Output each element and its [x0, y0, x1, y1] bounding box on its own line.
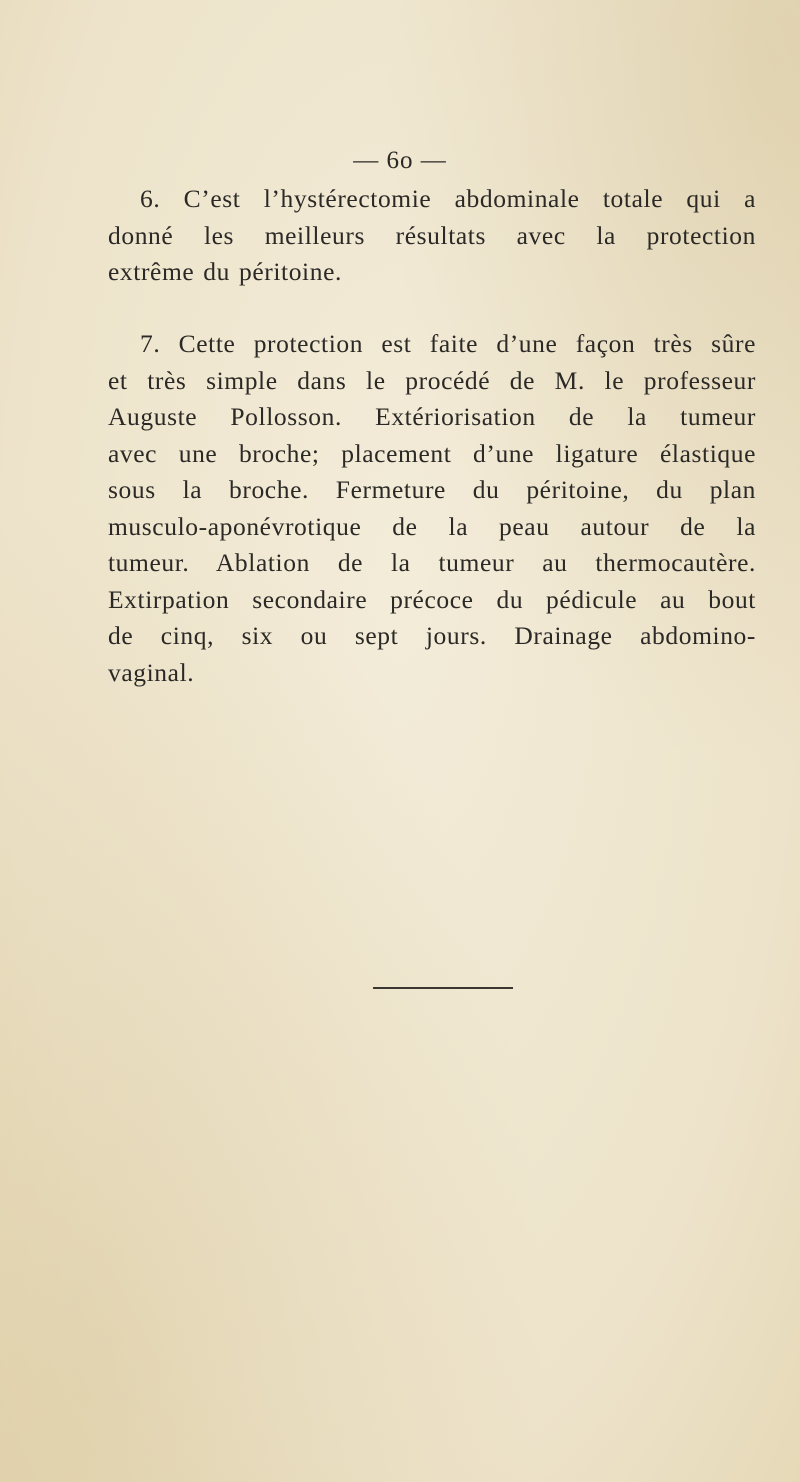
text-line: tumeur. Ablation de la tumeur au thermocautère.: [108, 548, 756, 577]
paragraph-6: [108, 181, 756, 291]
text-line: sous la broche. Fermeture du péritoine, du plan: [108, 475, 756, 504]
text-line: de cinq, six ou sept jours. Drainage abdomino-: [108, 621, 756, 650]
text-line: avec une broche; placement d’une ligature élastique: [108, 438, 756, 468]
text-line: 6. C’est l’hystérectomie abdominale totale qui a: [140, 184, 756, 213]
text-line: Auguste Pollosson. Extériorisation de la tumeur: [108, 402, 756, 431]
text-line: 7. Cette protection est faite d’une façon très sûre: [140, 329, 756, 358]
text-line: extrême du péritoine.: [108, 257, 342, 286]
text-line: musculo-aponévrotique de la peau autour de la: [108, 511, 756, 541]
section-divider: [373, 987, 513, 989]
page-number: — 6o —: [353, 147, 447, 174]
text-line: vaginal.: [108, 657, 195, 687]
text-line: donné les meilleurs résultats avec la protection: [108, 220, 756, 250]
text-line: et très simple dans le procédé de M. le professeur: [108, 365, 756, 395]
text-line: Extirpation secondaire précoce du pédicule au bout: [108, 584, 756, 614]
paragraph-7: [108, 326, 756, 691]
